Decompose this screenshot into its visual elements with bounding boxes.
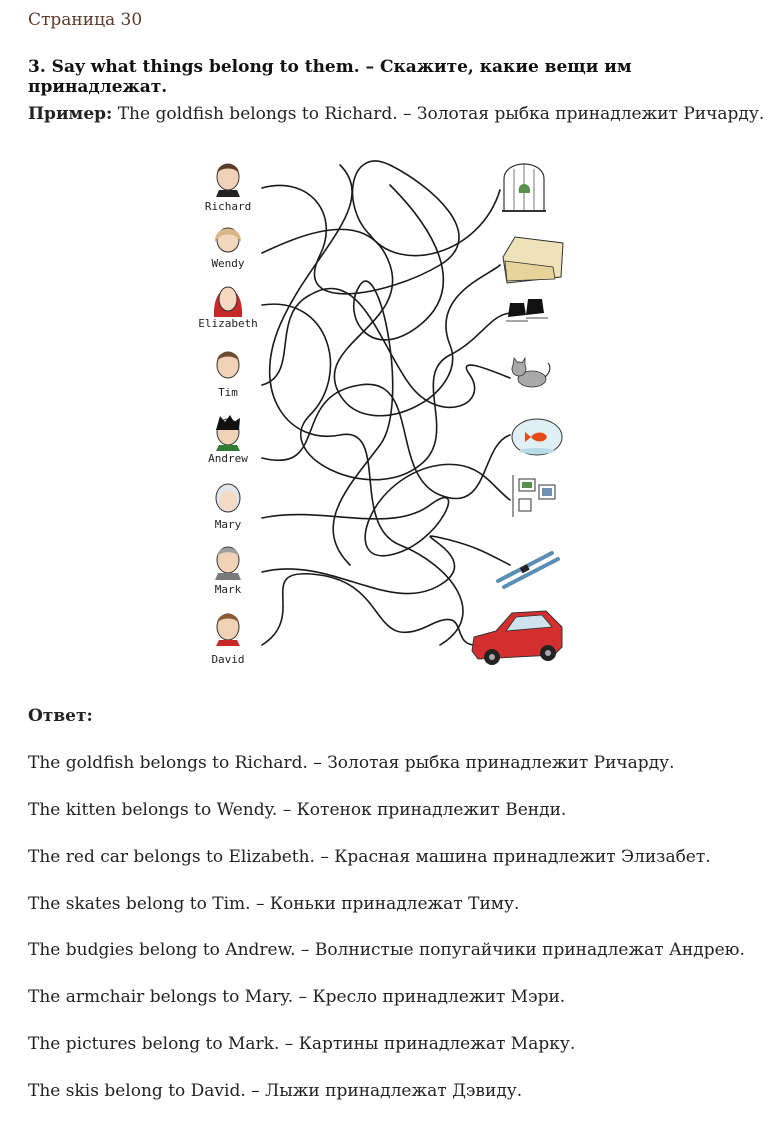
answer-line: The kitten belongs to Wendy. – Котенок принадлежит Венди. bbox=[28, 800, 567, 820]
goldfish-bowl-icon bbox=[512, 419, 562, 455]
answer-line: The goldfish belongs to Richard. – Золотая рыбка принадлежит Ричарду. bbox=[28, 753, 675, 773]
page-number: Страница 30 bbox=[28, 10, 143, 30]
example-text: The goldfish belongs to Richard. – Золотая рыбка принадлежит Ричарду. bbox=[117, 104, 765, 124]
person-wendy bbox=[211, 228, 244, 270]
person-andrew bbox=[208, 415, 248, 465]
maze-puzzle-illustration bbox=[190, 145, 580, 680]
pictures-icon bbox=[513, 475, 555, 517]
answer-line: The armchair belongs to Mary. – Кресло принадлежит Мэри. bbox=[28, 987, 566, 1007]
person-name-label: Mark bbox=[214, 583, 242, 596]
task-heading: 3. Say what things belong to them. – Скажите, какие вещи им принадлежат. bbox=[28, 57, 632, 97]
armchair-icon bbox=[503, 237, 563, 283]
person-mark bbox=[215, 547, 242, 596]
person-elizabeth bbox=[198, 287, 258, 330]
answer-label: Ответ: bbox=[28, 706, 93, 726]
person-name-label: Andrew bbox=[208, 452, 248, 465]
person-mary bbox=[215, 484, 242, 531]
person-tim bbox=[217, 352, 239, 399]
person-name-label: Richard bbox=[204, 200, 252, 213]
person-david bbox=[211, 614, 244, 666]
answer-line: The pictures belong to Mark. – Картины принадлежат Марку. bbox=[28, 1034, 576, 1054]
skis-icon bbox=[498, 553, 558, 587]
person-name-label: David bbox=[211, 653, 245, 666]
maze-lines bbox=[262, 161, 510, 645]
person-name-label: Tim bbox=[218, 386, 238, 399]
kitten-icon bbox=[512, 358, 550, 387]
items-column bbox=[472, 163, 563, 665]
answer-line: The red car belongs to Elizabeth. – Красная машина принадлежит Элизабет. bbox=[28, 847, 711, 867]
example-label: Пример: bbox=[28, 104, 113, 124]
person-name-label: Elizabeth bbox=[198, 317, 258, 330]
answer-line: The skates belong to Tim. – Коньки принадлежат Тиму. bbox=[28, 894, 520, 914]
red-car-icon bbox=[472, 611, 562, 665]
person-name-label: Wendy bbox=[211, 257, 245, 270]
answer-line: The budgies belong to Andrew. – Волнистые попугайчики принадлежат Андрею. bbox=[28, 940, 745, 960]
birdcage-icon bbox=[502, 163, 546, 211]
skates-icon bbox=[506, 299, 548, 321]
person-richard bbox=[205, 164, 251, 213]
example-line bbox=[28, 104, 768, 124]
answer-line: The skis belong to David. – Лыжи принадлежат Дэвиду. bbox=[28, 1081, 523, 1101]
people-column bbox=[198, 164, 258, 666]
person-name-label: Mary bbox=[214, 518, 242, 531]
